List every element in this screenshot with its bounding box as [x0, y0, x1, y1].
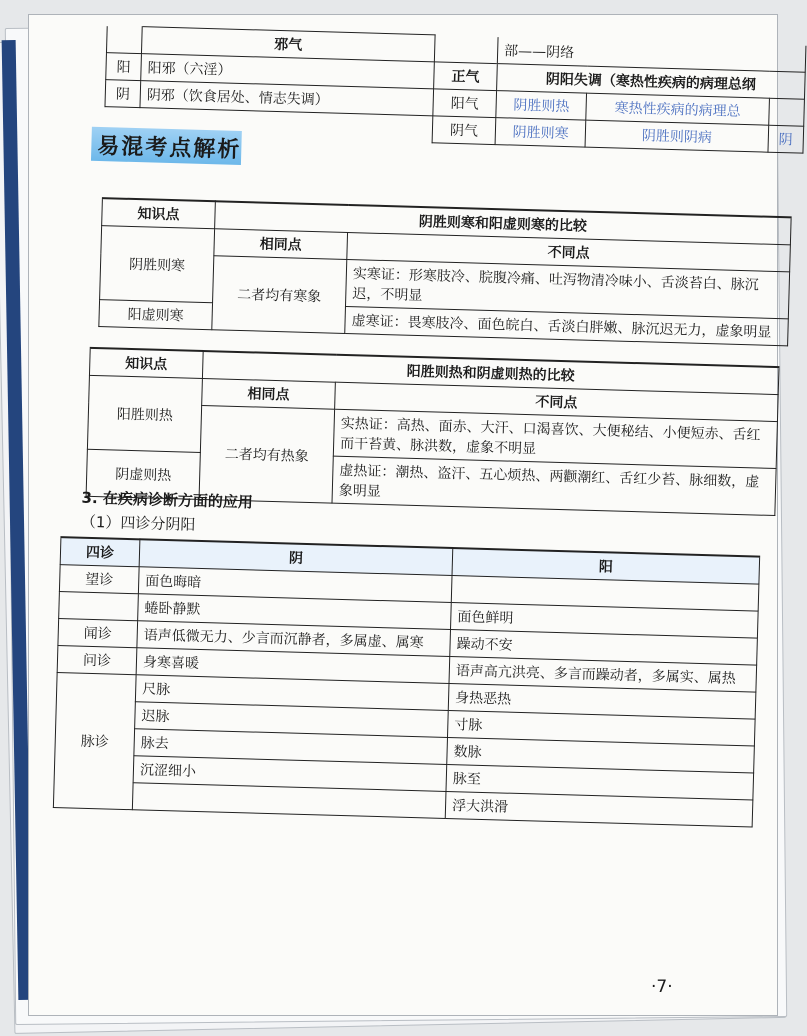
col-four: 四诊: [60, 537, 140, 567]
yin-cell: 迟脉: [135, 702, 449, 738]
heat-row1: 阳胜则热: [87, 375, 202, 452]
diag-category: [59, 592, 139, 621]
col-same: 相同点: [202, 378, 336, 409]
yin-cell: 面色晦暗: [138, 567, 452, 603]
col-yin: 阴: [139, 539, 453, 575]
heat-diff1: 实热证：高热、面赤、大汗、口渴喜饮、大便秘结、小便短赤、舌红而干苔黄、脉洪数，虚象不明显: [333, 409, 777, 468]
col-yang: 阳: [452, 548, 760, 584]
col-diff: 不同点: [347, 232, 791, 271]
four-diagnoses-table: [53, 536, 760, 827]
col-same: 相同点: [214, 229, 348, 260]
cold-comparison-table: [98, 197, 791, 346]
col-diff: 不同点: [335, 382, 779, 421]
col-knowledge: 知识点: [102, 198, 216, 229]
section-title: 易混考点解析: [97, 133, 242, 163]
cold-row1: 阴胜则寒: [100, 226, 215, 303]
table-cold-title: 阴胜则寒和阳虚则寒的比较: [215, 201, 792, 245]
yin-cell: 沉涩细小: [133, 756, 447, 792]
yin-cell: 尺脉: [135, 675, 449, 711]
yang-qi: 阳气: [433, 89, 497, 118]
yin-cell: 语声低微无力、少言而沉静者，多属虚、属寒: [137, 621, 451, 657]
table-heat-title: 阳胜则热和阴虚则热的比较: [202, 351, 779, 395]
cold-diff1: 实寒证：形寒肢冷、脘腹冷痛、吐泻物清冷味小、舌淡苔白、脉沉迟，不明显: [345, 259, 789, 318]
document-page: [28, 14, 793, 1016]
diag-category: 脉诊: [53, 673, 136, 810]
row-yang-value: 阳邪（六淫）: [141, 54, 435, 89]
yin-cell: 身寒喜暖: [136, 648, 450, 684]
yang-cell: 躁动不安: [450, 630, 758, 666]
row-yang-label: 阳: [106, 53, 142, 81]
yang-cell: 面色鲜明: [451, 603, 759, 639]
heat-row2: 阴虚则热: [86, 449, 200, 499]
yin-cell: 蜷卧静默: [138, 594, 452, 630]
header-healthy: 正气: [434, 62, 498, 91]
yang-cell: 寸脉: [447, 710, 755, 746]
diag-category: 望诊: [59, 565, 139, 594]
yang-cell: 脉至: [446, 764, 754, 800]
yin-cell: 脉去: [134, 729, 448, 765]
yang-cell: 身热恶热: [448, 683, 756, 719]
yang-cell: 语声高亢洪亮、多言而躁动者，多属实、属热: [449, 656, 757, 692]
cell-yang-1: 阴胜则热: [496, 91, 587, 121]
heat-diff2: 虚热证：潮热、盗汗、五心烦热、两颧潮红、舌红少苔、脉细数，虚象明显: [332, 456, 776, 515]
col-knowledge: 知识点: [89, 348, 203, 379]
cell-yang-2: 寒热性疾病的病理总: [586, 93, 769, 125]
cell-yin-3: 阴: [768, 125, 804, 153]
cold-row2: 阳虚则寒: [99, 300, 213, 330]
row-yin-label: 阴: [105, 80, 141, 108]
diag-category: 问诊: [57, 646, 137, 675]
cell-yin-1: 阴胜则寒: [495, 118, 586, 148]
cold-diff2: 虚寒证：畏寒肢冷、面色皖白、舌淡白胖嫩、脉沉迟无力，虚象明显: [345, 306, 789, 345]
section-3-heading: 3. 在疾病诊断方面的应用: [81, 488, 254, 512]
yang-cell: 数脉: [447, 737, 755, 773]
heat-same: 二者均有热象: [199, 405, 335, 503]
yin-qi: 阴气: [432, 116, 496, 145]
row-label: [106, 26, 142, 54]
cell-yin-2: 阴胜则阴病: [585, 120, 768, 152]
cold-same: 二者均有寒象: [212, 256, 347, 334]
page-number: ·7·: [651, 977, 673, 997]
subsection-heading: （1）四诊分阴阳: [80, 512, 196, 534]
diag-category: 闻诊: [58, 619, 138, 648]
header-evil: 邪气: [141, 27, 435, 62]
corner-top: 部——阴络: [497, 37, 806, 73]
header-imbalance: 阴阳失调（寒热性疾病的病理总纲: [497, 64, 806, 100]
yang-cell: 浮大洪滑: [445, 791, 753, 827]
row-yin-value: 阴邪（饮食居处、情志失调）: [140, 81, 434, 116]
